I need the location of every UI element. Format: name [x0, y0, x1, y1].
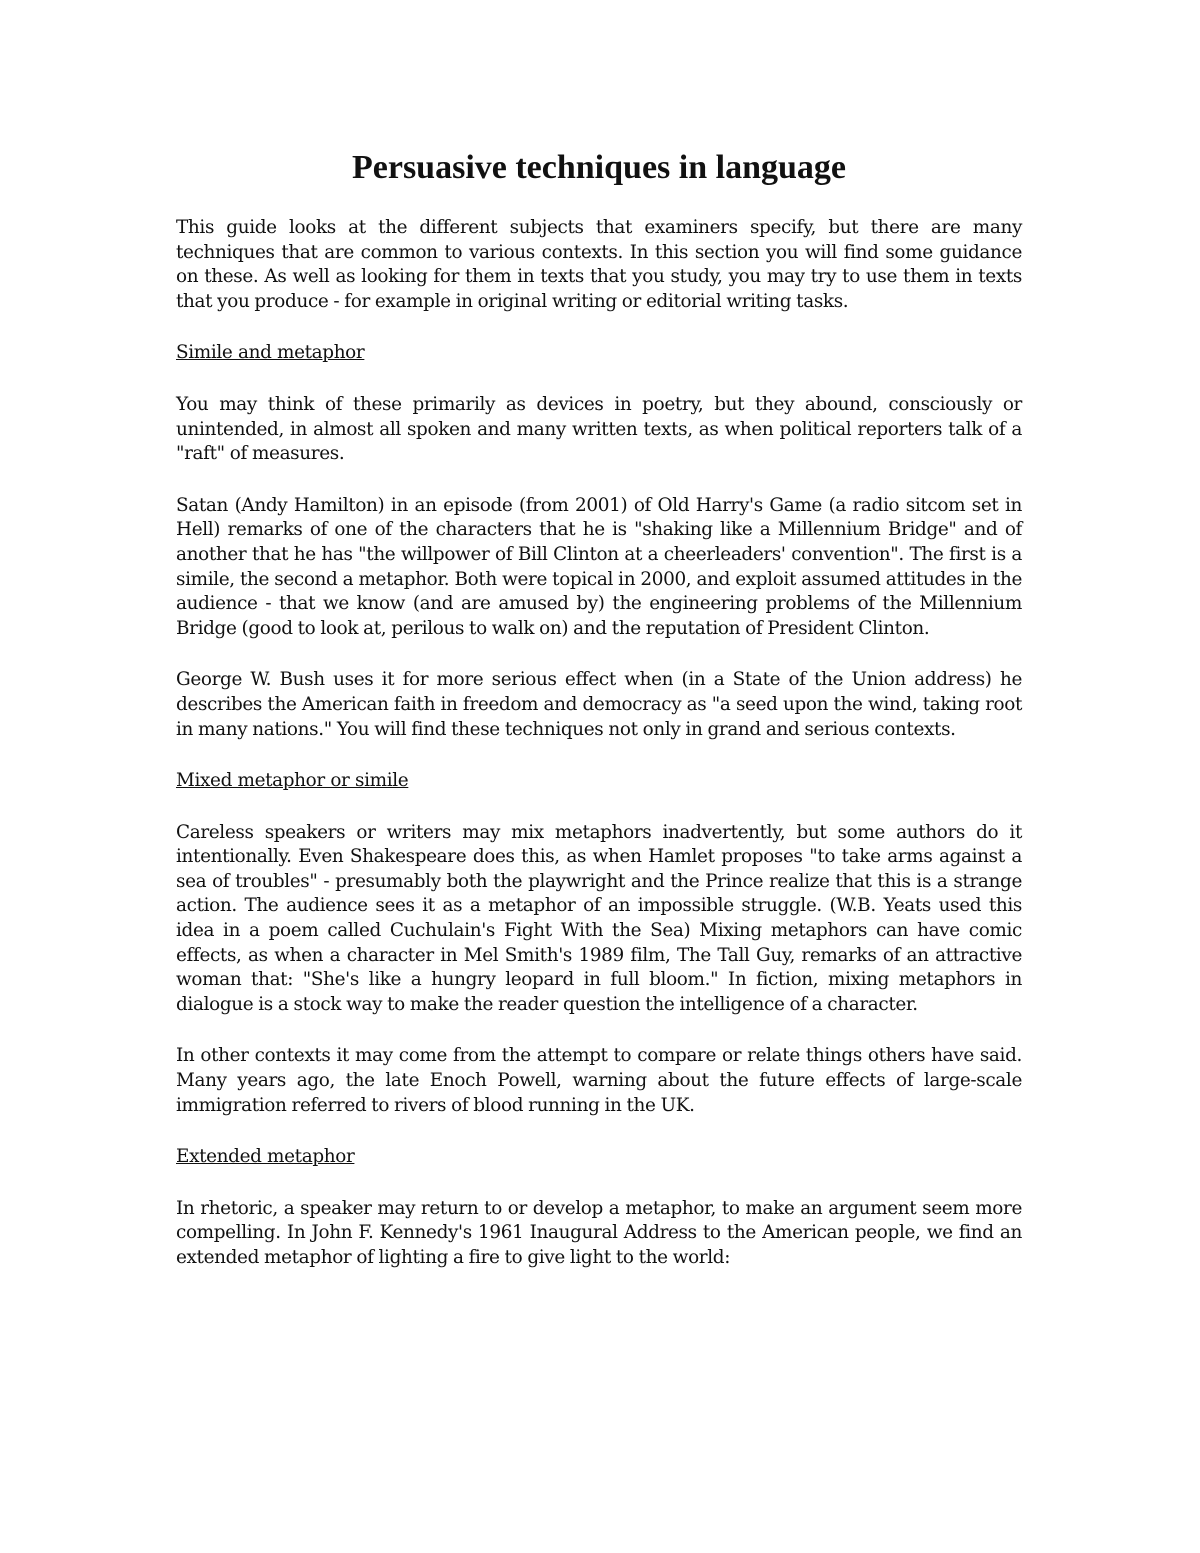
section-heading-simile-metaphor: Simile and metaphor	[176, 342, 365, 364]
paragraph: Careless speakers or writers may mix metaphors inadvertently, but some authors do it intentionally. Even Shakespeare does this, as when Hamlet proposes "to take arms against a sea of troubles" - presumably both the playwright and the Prince realize that this is a strange action. The audience sees it as a metaphor of an impossible struggle. (W.B. Yeats used this idea in a poem called Cuchulain's Fight With the Sea) Mixing metaphors can have comic effects, as when a character in Mel Smith's 1989 film, The Tall Guy, remarks of an attractive woman that: "She's like a hungry leopard in full bloom." In fiction, mixing metaphors in dialogue is a stock way to make the reader question the intelligence of a character.	[176, 821, 1022, 1015]
paragraph: Satan (Andy Hamilton) in an episode (from 2001) of Old Harry's Game (a radio sitcom set in Hell) remarks of one of the characters that he is "shaking like a Millennium Bridge" and of another that he has "the willpower of Bill Clinton at a cheerleaders' convention". The first is a simile, the second a metaphor. Both were topical in 2000, and exploit assumed attitudes in the audience - that we know (and are amused by) the engineering problems of the Millennium Bridge (good to look at, perilous to walk on) and the reputation of President Clinton.	[176, 494, 1022, 639]
section-heading-extended-metaphor: Extended metaphor	[176, 1146, 355, 1168]
paragraph: You may think of these primarily as devices in poetry, but they abound, consciously or unintended, in almost all spoken and many written texts, as when political reporters talk of a "raft" of measures.	[176, 393, 1022, 465]
intro-paragraph: This guide looks at the different subjects that examiners specify, but there are many techniques that are common to various contexts. In this section you will find some guidance on these. As well as looking for them in texts that you study, you may try to use them in texts that you produce - for example in original writing or editorial writing tasks.	[176, 217, 1022, 312]
section-heading-mixed-metaphor: Mixed metaphor or simile	[176, 770, 409, 792]
page-title: Persuasive techniques in language	[352, 149, 846, 186]
paragraph: In other contexts it may come from the attempt to compare or relate things others have said. Many years ago, the late Enoch Powell, warning about the future effects of large-scale immigration referred to rivers of blood running in the UK.	[176, 1045, 1022, 1116]
paragraph: In rhetoric, a speaker may return to or develop a metaphor, to make an argument seem more compelling. In John F. Kennedy's 1961 Inaugural Address to the American people, we find an extended metaphor of lighting a fire to give light to the world:	[176, 1197, 1022, 1268]
document-page	[176, 148, 1022, 1298]
paragraph: George W. Bush uses it for more serious effect when (in a State of the Union address) he describes the American faith in freedom and democracy as "a seed upon the wind, taking root in many nations." You will find these techniques not only in grand and serious contexts.	[176, 669, 1022, 740]
